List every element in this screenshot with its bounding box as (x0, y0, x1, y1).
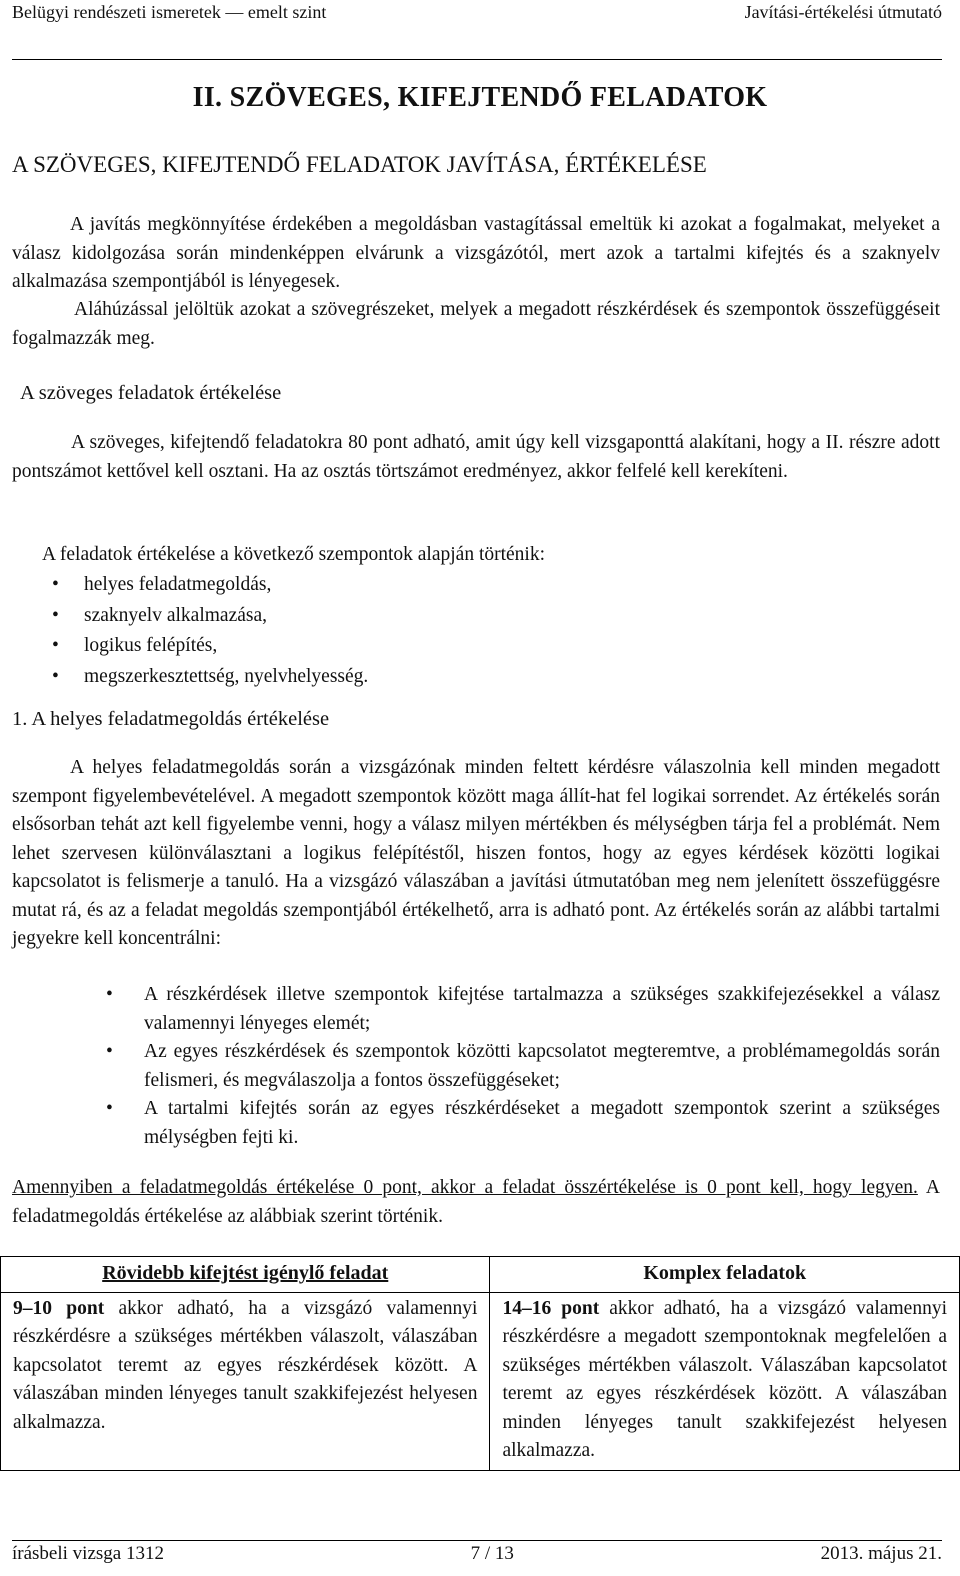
bullet-icon: • (52, 635, 59, 656)
footer-rule (12, 1540, 942, 1541)
bullet-icon: • (52, 604, 59, 626)
list-item: • A részkérdések illetve szempontok kifejtése tartalmazza a szükséges szakkifejezésekkel a válasz valamennyi lényeges elemét; (144, 981, 940, 1038)
section-title: II. SZÖVEGES, KIFEJTENDŐ FELADATOK (192, 82, 768, 113)
zero-rule-underlined: Amennyiben a feladatmegoldás értékelése 0 pont, akkor a feladat összértékelése is 0 pont kell, hogy legyen. (12, 1177, 918, 1198)
page-footer (12, 1543, 942, 1569)
list-item: • logikus felépítés, (84, 631, 368, 662)
list-item: • megszerkesztettség, nyelvhelyesség. (84, 662, 368, 693)
footer-right: 2013. május 21. (820, 1543, 942, 1564)
list-item: • helyes feladatmegoldás, (84, 570, 368, 601)
eval-heading: A szöveges feladatok értékelése (20, 382, 282, 404)
content-points-list (106, 981, 940, 1152)
footer-left: írásbeli vizsga 1312 (12, 1543, 164, 1564)
bullet-icon: • (106, 1041, 113, 1062)
intro-paragraph-2: Aláhúzással jelöltük azokat a szövegrészeket, melyek a megadott részkérdések és szempontok összefüggéseit fogalmazzák meg. (12, 299, 940, 349)
header-left: Belügyi rendészeti ismeretek — emelt szint (12, 2, 327, 22)
bullet-icon: • (52, 665, 59, 687)
intro-paragraph-1: A javítás megkönnyítése érdekében a megoldásban vastagítással emeltük ki azokat a fogalmakat, melyeket a válasz kidolgozása során mindenképpen elvárunk a vizsgázótól, mert azok a tartalmi kifejtés és a szaknyelv alkalmazása szempontjából is lényegesek. (12, 214, 940, 292)
points-short: 9–10 pont (13, 1297, 105, 1319)
scoring-table (0, 1256, 960, 1471)
table-cell-short: 9–10 pont akkor adható, ha a vizsgázó valamennyi részkérdésre a szükséges mértékben válaszolt, válaszában kapcsolatot teremt az egyes részkérdések között. A válaszában minden lényeges tanult szakkifejezést helyesen alkalmazza. (1, 1292, 490, 1470)
bullet-icon: • (52, 574, 59, 595)
body-paragraph: A helyes feladatmegoldás során a vizsgázónak minden feltett kérdésre válaszolnia kell minden megadott szempont figyelembevételével. A megadott szempontok között maga állít-hat fel logikai sorrendet. Az értékelés során elsősorban tehát azt kell figyelembe venni, hogy a válasz milyen mértékben és mélységben tárja fel a problémát. Nem lehet szervesen különválasztani a logikus felépítéstől, hiszen fontos, hogy az egyes kérdések közötti logikai kapcsolatot is felismerje a tanuló. Ha a vizsgázó válaszában a javítási útmutatóban meg nem jelenített összefüggésre mutat rá, és az a feladat megoldás szempontjából értékelhető, arra is adható pont. Az értékelés során az alábbi tartalmi jegyekre kell koncentrálni: (12, 757, 940, 949)
table-row (1, 1292, 960, 1470)
criteria-list (52, 570, 369, 692)
table-header-complex: Komplex feladatok (490, 1257, 960, 1293)
table-header-short: Rövidebb kifejtést igénylő feladat (1, 1257, 490, 1293)
zero-rule-paragraph (12, 1174, 940, 1231)
eval-paragraph: A szöveges, kifejtendő feladatokra 80 pont adható, amit úgy kell vizsgaponttá alakítani, hogy a II. részre adott pontszámot kettővel kell osztani. Ha az osztás törtszámot eredményez, akkor felfelé kell kerekíteni. (12, 432, 940, 482)
points-complex: 14–16 pont (502, 1297, 600, 1319)
sub-heading: 1. A helyes feladatmegoldás értékelése (12, 708, 330, 730)
list-item: • szaknyelv alkalmazása, (84, 601, 368, 632)
header-right: Javítási-értékelési útmutató (744, 2, 942, 22)
criteria-intro: A feladatok értékelése a következő szempontok alapján történik: (42, 544, 546, 565)
zero-rule-rest: A feladatmegoldás értékelése az alábbiak szerint történik. (12, 1177, 940, 1227)
bullet-icon: • (106, 1098, 113, 1119)
table-header-row (1, 1257, 960, 1293)
table-cell-complex: 14–16 pont akkor adható, ha a vizsgázó valamennyi részkérdésre a megadott szempontoknak megfelelően a szükséges mértékben válaszolt. Válaszában kapcsolatot teremt az egyes részkérdések között. A válaszában minden lényeges tanult szakkifejezést helyesen alkalmazza. (490, 1292, 960, 1470)
header-rule (12, 59, 942, 60)
page-number: 7 / 13 (470, 1543, 514, 1564)
bullet-icon: • (106, 984, 113, 1005)
list-item: • A tartalmi kifejtés során az egyes részkérdéseket a megadott szempontok szerint a szükséges mélységben fejti ki. (144, 1095, 940, 1152)
page-header (12, 2, 942, 24)
list-item: • Az egyes részkérdések és szempontok közötti kapcsolatot megteremtve, a problémamegoldás során felismeri, és megválaszolja a fontos összefüggéseket; (144, 1038, 940, 1095)
subtitle: A SZÖVEGES, KIFEJTENDŐ FELADATOK JAVÍTÁSA, ÉRTÉKELÉSE (12, 152, 707, 177)
